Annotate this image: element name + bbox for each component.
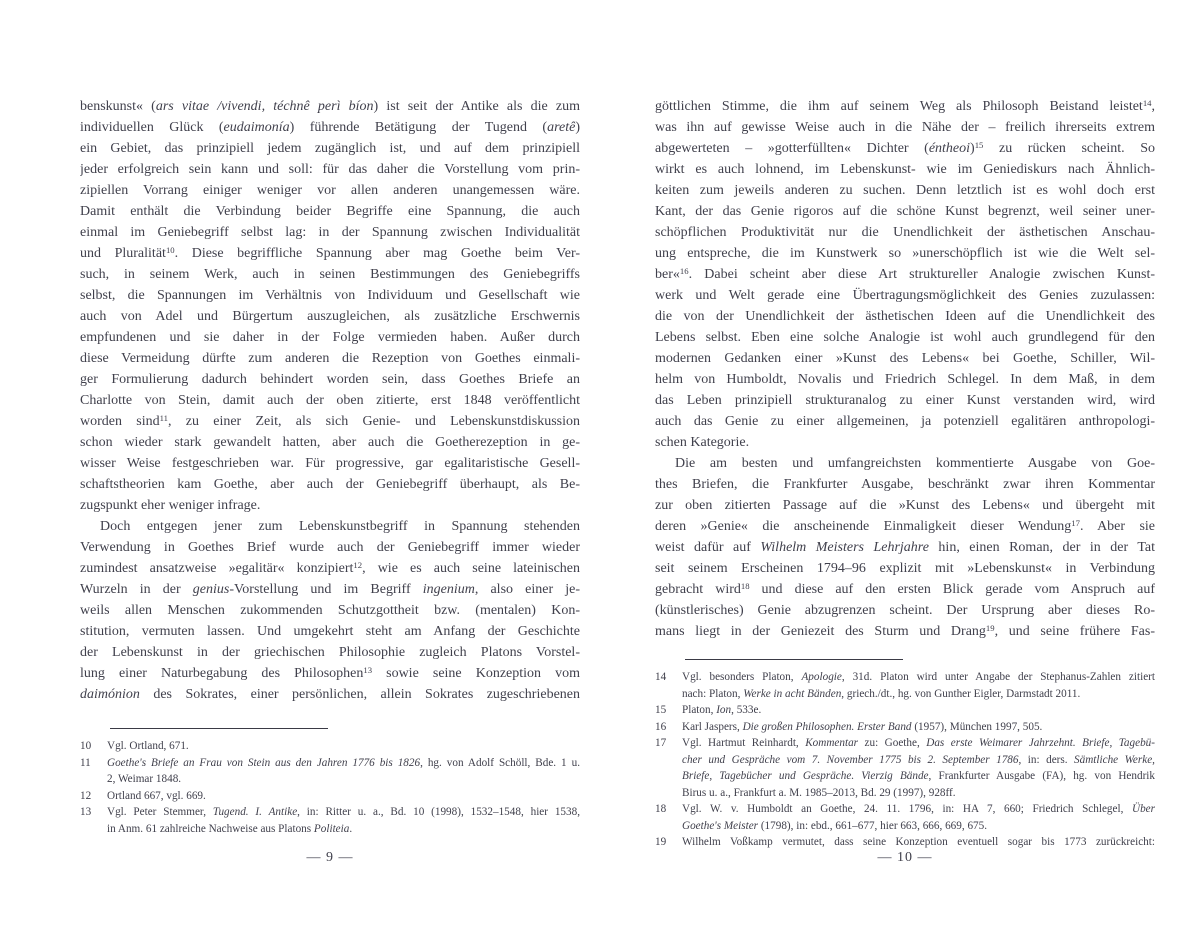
text-run: (1798), in: ebd., 661–677, hier 663, 666, 669, 675. bbox=[758, 819, 988, 832]
footnote-number: 10 bbox=[80, 740, 92, 752]
footnote-number: 11 bbox=[80, 756, 91, 769]
footnote-ref: 14 bbox=[1142, 98, 1152, 109]
italic-text: ingenium bbox=[422, 582, 475, 597]
text-run: , hg. von Adolf Schöll, Bde. 1 u. bbox=[420, 756, 580, 769]
text-run: schöpflichen Produktivität nur die Unendlichkeit der ästhetischen Anschau- bbox=[655, 225, 1155, 240]
text-line bbox=[80, 390, 580, 411]
text-run: stitution, vermuten lassen. Und umgekehrt steht am Anfang der Geschichte bbox=[80, 624, 580, 639]
text-line bbox=[80, 180, 580, 201]
footnote-number: 17 bbox=[655, 737, 667, 749]
text-run: schaftstheorien kam Goethe, aber auch der Geniebegriff überhaupt, als Be- bbox=[80, 477, 580, 492]
text-run: schen Kategorie. bbox=[655, 435, 750, 450]
text-line bbox=[655, 327, 1155, 348]
text-line bbox=[80, 495, 580, 516]
footnote-text bbox=[107, 788, 580, 805]
text-run: ) bbox=[970, 141, 975, 156]
text-run: Doch entgegen jener zum Lebenskunstbegriff in Spannung stehenden bbox=[100, 519, 580, 534]
text-run: jeder erfolgreich sein kann und soll: für das daher die Vorstellung vom prin- bbox=[80, 162, 580, 177]
footnote-number: 14 bbox=[655, 671, 667, 683]
page-number: — 9 — bbox=[306, 850, 354, 865]
italic-text: ars vitae /vivendi, téchnê perì bíon bbox=[155, 99, 374, 114]
text-line bbox=[655, 138, 1155, 159]
text-run: was ihn auf gewisse Weise auch in die Nähe der – freilich ihrerseits extrem bbox=[655, 120, 1155, 135]
text-line bbox=[655, 432, 1155, 453]
text-run: thes Briefen, die Frankfurter Ausgabe, beschränkt zwar ihren Kommentar bbox=[655, 477, 1155, 492]
text-run: , und seine frühere Fas- bbox=[994, 624, 1155, 639]
text-run: modernen Gedanken einer »Kunst des Lebens« bei Goethe, Schiller, Wil- bbox=[655, 351, 1155, 366]
text-run: nach: Platon, bbox=[682, 687, 744, 700]
text-line bbox=[655, 411, 1155, 432]
text-line bbox=[80, 516, 580, 537]
text-line bbox=[655, 285, 1155, 306]
footnote-line bbox=[682, 719, 1155, 736]
main-text-right bbox=[655, 96, 1155, 642]
text-line bbox=[80, 474, 580, 495]
italic-text: eudaimonía bbox=[223, 120, 290, 135]
footnote-number: 15 bbox=[655, 704, 667, 716]
text-run: ger Formulierung dadurch behindert worden sein, dass Goethes Briefe an bbox=[80, 372, 580, 387]
text-run: der Lebenskunst in der griechischen Philosophie zugleich Platons Vorstel- bbox=[80, 645, 580, 660]
footnotes-right bbox=[655, 669, 1155, 851]
text-run: zugspunkt eher weniger infrage. bbox=[80, 498, 261, 513]
footnote-line bbox=[682, 702, 1155, 719]
text-run: Vgl. Hartmut Reinhardt, bbox=[682, 737, 806, 749]
text-run: Vgl. Ortland, 671. bbox=[107, 740, 189, 752]
italic-text: Briefe, Tagebücher und Gespräche. Vierzig Bände bbox=[682, 770, 929, 782]
text-run: ) führende Betätigung der Tugend ( bbox=[289, 120, 548, 135]
text-line bbox=[655, 579, 1155, 600]
text-run: zumindest ansatzweise »egalitär« konzipiert bbox=[80, 561, 354, 576]
text-run: . Diese begriffliche Spannung aber mag Goethe beim Ver- bbox=[174, 246, 580, 261]
footnote-ref: 16 bbox=[679, 266, 689, 277]
text-run: . Aber sie bbox=[1079, 519, 1155, 534]
text-line bbox=[655, 96, 1155, 117]
text-run: ein Gebiet, das prinzipiell jedem zugänglich ist, und auf dem prinzipiell bbox=[80, 141, 580, 156]
text-line bbox=[80, 369, 580, 390]
italic-text: Politeia bbox=[313, 822, 350, 835]
text-line bbox=[80, 285, 580, 306]
text-line bbox=[80, 432, 580, 453]
text-run: des Sokrates, einer persönlichen, allein Sokrates zugeschriebenen bbox=[139, 687, 580, 702]
footnote bbox=[655, 719, 1155, 736]
text-run: Die am besten und umfangreichsten kommentierte Ausgabe von Goe- bbox=[675, 456, 1155, 471]
italic-text: Ion bbox=[716, 704, 732, 716]
text-line bbox=[655, 600, 1155, 621]
italic-text: Über bbox=[1132, 803, 1155, 815]
italic-text: Apologie bbox=[801, 671, 842, 683]
footnote-line bbox=[682, 818, 1155, 835]
text-run: und Pluralität bbox=[80, 246, 166, 261]
text-run: worden sind bbox=[80, 414, 160, 429]
footnote-line bbox=[682, 686, 1155, 703]
footnote-line bbox=[107, 788, 580, 805]
footnote-ref: 12 bbox=[353, 560, 363, 571]
text-run: zu rücken scheint. So bbox=[983, 141, 1155, 156]
text-line bbox=[655, 306, 1155, 327]
text-run: . bbox=[349, 822, 353, 835]
footnote bbox=[655, 702, 1155, 719]
text-run: zipiellen Vorrang einiger weniger vor allen anderen unangemessen wäre. bbox=[80, 183, 580, 198]
text-run: , zu einer Zeit, als sich Genie- und Lebenskunstdiskussion bbox=[167, 414, 580, 429]
footnote-ref: 19 bbox=[985, 623, 995, 634]
footnote-line bbox=[107, 821, 580, 838]
text-run: wirkt es auch lohnend, im Lebenskunst- wie im Geniediskurs nach Ähnlich- bbox=[655, 162, 1155, 177]
text-line bbox=[80, 621, 580, 642]
text-line bbox=[655, 201, 1155, 222]
text-run: das Leben prinzipiell strukturanalog zu einer Kunst verstanden wird, wird bbox=[655, 393, 1155, 408]
text-run: , 533e. bbox=[731, 704, 762, 716]
text-line bbox=[655, 180, 1155, 201]
text-run: benskunst« ( bbox=[80, 99, 156, 114]
footnote-line bbox=[682, 768, 1155, 785]
text-run: hin, einen Roman, der in der Tat bbox=[928, 540, 1155, 555]
text-run: , in: Ritter u. a., Bd. 10 (1998), 1532–1548, hier 1538, bbox=[297, 806, 580, 818]
footnote-text bbox=[107, 755, 580, 788]
footnote bbox=[80, 738, 580, 755]
text-run: individuellen Glück ( bbox=[80, 120, 224, 135]
text-line bbox=[80, 684, 580, 705]
text-run: gebracht wird bbox=[655, 582, 741, 597]
text-run: auch das Genie zu einer allgemeinen, ja potenziell egalitären anthropologi- bbox=[655, 414, 1155, 429]
footnote-line bbox=[682, 801, 1155, 818]
italic-text: Das erste Weimarer Jahrzehnt. Briefe, Tagebü- bbox=[926, 737, 1155, 749]
text-run: in Anm. 61 zahlreiche Nachweise aus Platons bbox=[107, 822, 314, 835]
text-line bbox=[80, 348, 580, 369]
footnote-number: 12 bbox=[80, 789, 92, 802]
footnote bbox=[655, 801, 1155, 834]
text-line bbox=[655, 369, 1155, 390]
footnote-line bbox=[107, 804, 580, 821]
text-run: und diese auf den ersten Blick gerade vom Anspruch auf bbox=[749, 582, 1155, 597]
footnote bbox=[655, 669, 1155, 702]
text-run: werk und Welt gerade eine Übertragungsmöglichkeit des Genies zuzulassen: bbox=[655, 288, 1155, 303]
text-run: Birus u. a., Frankfurt a. M. 1985–2013, Bd. 29 (1997), 928ff. bbox=[682, 786, 956, 799]
text-run: schon wieder stark gewandelt hatten, aber auch die Goetherezeption in ge- bbox=[80, 435, 580, 450]
footnote-line bbox=[682, 735, 1155, 752]
text-line bbox=[80, 222, 580, 243]
text-run: -Vorstellung und im Begriff bbox=[229, 582, 423, 597]
page-number: — 10 — bbox=[877, 850, 933, 865]
text-line bbox=[80, 579, 580, 600]
footnotes-left bbox=[80, 738, 580, 837]
text-run: wisser Weise festgeschrieben war. Für progressive, gar egalitaristische Gesell- bbox=[80, 456, 580, 471]
text-run: diese Vermeidung dürfte zum anderen die Rezeption von Goethes einmali- bbox=[80, 351, 580, 366]
text-run: . Dabei scheint aber diese Art struktureller Analogie zwischen Kunst- bbox=[688, 267, 1155, 282]
text-line bbox=[655, 516, 1155, 537]
text-run: Ortland 667, vgl. 669. bbox=[107, 789, 206, 802]
text-run: einmal im Geniebegriff selbst lag: in der Spannung zwischen Individualität bbox=[80, 225, 580, 240]
footnote bbox=[80, 804, 580, 837]
text-run: empfundenen und sie daher in der Folge vermieden haben. Außer durch bbox=[80, 330, 580, 345]
italic-text: Werke in acht Bänden bbox=[743, 687, 842, 700]
text-run: ber« bbox=[655, 267, 680, 282]
footnote-number: 13 bbox=[80, 806, 92, 818]
text-run: , wie es auch seine lateinischen bbox=[362, 561, 580, 576]
text-run: auch von Adel und Bürgertum auszugleichen, als zusätzliche Erschwernis bbox=[80, 309, 580, 324]
italic-text: Die großen Philosophen. Erster Band bbox=[742, 720, 912, 733]
text-line bbox=[655, 264, 1155, 285]
italic-text: Kommentar bbox=[805, 737, 859, 749]
text-run: keiten zum jeweils anderen zu suchen. Denn letztlich ist es wohl doch erst bbox=[655, 183, 1155, 198]
text-line bbox=[80, 243, 580, 264]
text-run: Vgl. Peter Stemmer, bbox=[107, 806, 213, 818]
text-line bbox=[80, 96, 580, 117]
text-run: weist dafür auf bbox=[655, 540, 761, 555]
main-text-left bbox=[80, 96, 580, 705]
footnote-line bbox=[682, 669, 1155, 686]
text-line bbox=[80, 411, 580, 432]
text-line bbox=[80, 600, 580, 621]
text-run: Damit enthält die Verbindung beider Begriffe eine Spannung, die auch bbox=[80, 204, 580, 219]
footnote-line bbox=[682, 785, 1155, 802]
text-run: such, in seinem Werk, auch in seinen Bestimmungen des Geniebegriffs bbox=[80, 267, 580, 282]
text-run: , griech./dt., hg. von Gunther Eigler, Darmstadt 2011. bbox=[841, 687, 1081, 700]
footnote-ref: 15 bbox=[974, 140, 984, 151]
text-line bbox=[655, 117, 1155, 138]
italic-text: Goethe's Briefe an Frau von Stein aus den Jahren 1776 bis 1826 bbox=[107, 756, 421, 769]
text-line bbox=[655, 537, 1155, 558]
text-run: ) ist seit der Antike als die zum bbox=[373, 99, 580, 114]
text-run: ung entspreche, die im Kunstwerk so »unerschöpflich ist wie die Welt sel- bbox=[655, 246, 1155, 261]
text-run: Lebens selbst. Eben eine solche Analogie ist wohl auch grundlegend für den bbox=[655, 330, 1155, 345]
footnote-ref: 13 bbox=[363, 665, 373, 676]
text-run: die von der Unendlichkeit der ästhetischen Ideen auf die Unendlichkeit des bbox=[655, 309, 1155, 324]
text-line bbox=[655, 222, 1155, 243]
text-line bbox=[80, 117, 580, 138]
italic-text: Wilhelm Meisters Lehrjahre bbox=[760, 540, 929, 555]
italic-text: daimónion bbox=[80, 687, 140, 702]
footnote-number: 19 bbox=[655, 836, 667, 848]
italic-text: Tugend. I. Antike bbox=[212, 806, 298, 818]
text-line bbox=[80, 663, 580, 684]
footnote-ref: 11 bbox=[159, 413, 168, 424]
text-run: Verwendung in Goethes Brief wurde auch der Geniebegriff immer wieder bbox=[80, 540, 580, 555]
italic-text: genius bbox=[192, 582, 230, 597]
footnote-separator bbox=[685, 659, 903, 660]
page-right bbox=[655, 96, 1155, 896]
text-run: (künstlerisches) Genie abzugrenzen scheint. Der Ursprung aber dieses Ro- bbox=[655, 603, 1155, 618]
text-run: Charlotte von Stein, damit auch der oben zitierte, erst 1848 veröffentlicht bbox=[80, 393, 580, 408]
footnote-ref: 18 bbox=[740, 581, 750, 592]
text-line bbox=[655, 390, 1155, 411]
footnote-number: 16 bbox=[655, 720, 667, 733]
text-line bbox=[655, 453, 1155, 474]
text-line bbox=[80, 327, 580, 348]
text-line bbox=[80, 453, 580, 474]
text-line bbox=[80, 306, 580, 327]
text-run: 2, Weimar 1848. bbox=[107, 773, 182, 785]
footnote-ref: 17 bbox=[1071, 518, 1080, 529]
italic-text: aretê bbox=[547, 120, 576, 135]
italic-text: éntheoi bbox=[928, 141, 971, 156]
footnote-text bbox=[682, 719, 1155, 736]
text-run: , Frankfurter Ausgabe (FA), hg. von Hendrik bbox=[928, 770, 1155, 782]
footnote-line bbox=[107, 755, 580, 772]
italic-text: Sämtliche Werke, bbox=[1074, 753, 1155, 766]
text-run: Karl Jaspers, bbox=[682, 720, 743, 733]
footnote-text bbox=[682, 702, 1155, 719]
text-line bbox=[80, 138, 580, 159]
text-run: sowie seine Konzeption vom bbox=[372, 666, 580, 681]
text-line bbox=[655, 558, 1155, 579]
text-run: Kant, der das Genie rigoros auf die schöne Kunst begrenzt, weil seiner uner- bbox=[655, 204, 1155, 219]
text-line bbox=[655, 621, 1155, 642]
text-line bbox=[655, 348, 1155, 369]
text-line bbox=[655, 159, 1155, 180]
text-run: weils allen Menschen zukommenden Schutzgottheit bzw. (mentalen) Kon- bbox=[80, 603, 580, 618]
footnote-text bbox=[682, 735, 1155, 801]
text-run: helm von Humboldt, Novalis und Friedrich Schlegel. In dem Maß, in dem bbox=[655, 372, 1155, 387]
text-run: , bbox=[1151, 99, 1155, 114]
text-run: mans liegt in der Geniezeit des Sturm und Drang bbox=[655, 624, 986, 639]
italic-text: cher und Gespräche vom 7. November 1775 bis 2. September 1786 bbox=[682, 753, 1019, 766]
text-run: deren »Genie« die anscheinende Einmaligkeit dieser Wendung bbox=[655, 519, 1072, 534]
text-line bbox=[80, 558, 580, 579]
text-line bbox=[80, 264, 580, 285]
footnote-line bbox=[107, 771, 580, 788]
text-line bbox=[655, 474, 1155, 495]
text-line bbox=[80, 159, 580, 180]
footnote-text bbox=[107, 804, 580, 837]
footnote-separator bbox=[110, 728, 328, 729]
text-line bbox=[80, 537, 580, 558]
text-run: , 31d. Platon wird unter Angabe der Stephanus-Zahlen zitiert bbox=[841, 671, 1155, 683]
footnote bbox=[655, 735, 1155, 801]
text-run: Platon, bbox=[682, 704, 717, 716]
text-run: Vgl. W. v. Humboldt an Goethe, 24. 11. 1796, in: HA 7, 660; Friedrich Schlegel, bbox=[682, 803, 1132, 815]
text-run: (1957), München 1997, 505. bbox=[911, 720, 1043, 733]
text-line bbox=[655, 243, 1155, 264]
footnote-text bbox=[682, 801, 1155, 834]
text-run: , in: ders. bbox=[1018, 753, 1075, 766]
text-run: lung einer Naturbegabung des Philosophen bbox=[80, 666, 364, 681]
footnote-text bbox=[107, 738, 580, 755]
footnote-line bbox=[107, 738, 580, 755]
text-run: Wilhelm Voßkamp vermutet, dass seine Konzeption eventuell sogar bis 1773 zurückreicht: bbox=[682, 836, 1155, 848]
text-run: Wurzeln in der bbox=[80, 582, 193, 597]
text-line bbox=[80, 642, 580, 663]
text-run: , also einer je- bbox=[474, 582, 580, 597]
text-run: zu: Goethe, bbox=[858, 737, 927, 749]
text-run: selbst, die Spannungen im Verhältnis von Individuum und Gesellschaft wie bbox=[80, 288, 580, 303]
text-run: zur oben zitierten Passage auf die »Kunst des Lebens« und übergeht mit bbox=[655, 498, 1155, 513]
text-run: ) bbox=[575, 120, 580, 135]
footnote bbox=[80, 788, 580, 805]
text-line bbox=[80, 201, 580, 222]
text-run: Vgl. besonders Platon, bbox=[682, 671, 802, 683]
text-run: abgewerteten – »gotterfüllten« Dichter ( bbox=[655, 141, 929, 156]
text-line bbox=[655, 495, 1155, 516]
page-left bbox=[80, 96, 580, 896]
footnote-ref: 10 bbox=[165, 245, 175, 256]
footnote bbox=[80, 755, 580, 788]
text-run: göttlichen Stimme, die ihm auf seinem Weg als Philosoph Beistand leistet bbox=[655, 99, 1143, 114]
text-run: seit seinem Erscheinen 1794–96 explizit mit »Lebenskunst« in Verbindung bbox=[655, 561, 1155, 576]
footnote-number: 18 bbox=[655, 803, 667, 815]
footnote-text bbox=[682, 669, 1155, 702]
italic-text: Goethe's Meister bbox=[682, 819, 759, 832]
footnote-line bbox=[682, 752, 1155, 769]
